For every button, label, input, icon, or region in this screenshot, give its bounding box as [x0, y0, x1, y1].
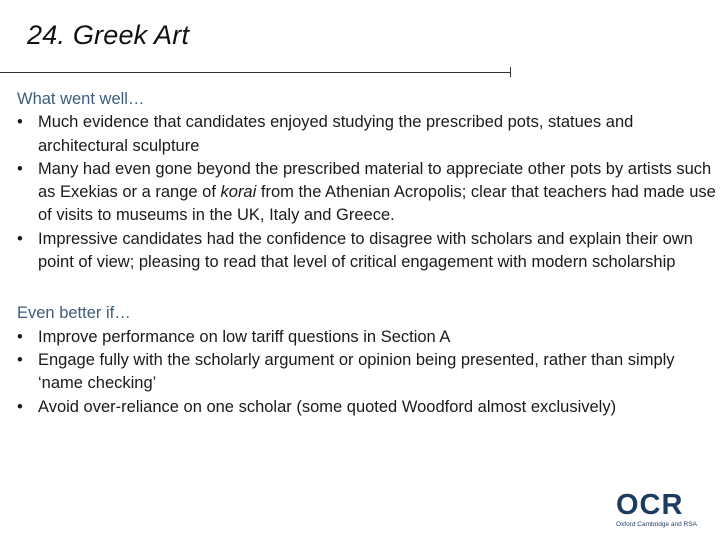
list-item [17, 396, 717, 419]
slide-title: 24. Greek Art [27, 20, 190, 50]
bullet-icon: • [17, 229, 23, 248]
title-divider-end [510, 67, 511, 77]
list-item [17, 349, 717, 396]
bullet-icon: • [17, 350, 23, 369]
list-item-text: from the Athenian Acropolis; clear that teachers had made use of visits to museums in the UK, Italy and Greece. [38, 183, 716, 225]
bullet-icon: • [17, 159, 23, 178]
even-better-if-list [17, 326, 717, 419]
list-item-text: Impressive candidates had the confidence to disagree with scholars and explain their own point of view; pleasing to read that level of critical engagement with modern scholarship [38, 229, 693, 272]
bullet-icon: • [17, 113, 23, 132]
list-item-text: Engage fully with the scholarly argument or opinion being presented, rather than simply ‘name checking’ [38, 350, 675, 393]
bullet-icon: • [17, 327, 23, 346]
list-item-text: Improve performance on low tariff questions in Section A [38, 327, 451, 346]
list-item-text: Many had even gone beyond the prescribed material to appreciate other pots by artists such as Exekias or a range of [38, 159, 712, 202]
section-spacer [17, 274, 717, 302]
what-went-well-list [17, 111, 717, 274]
list-item-text: Avoid over-reliance on one scholar (some quoted Woodford almost exclusively) [38, 397, 617, 416]
list-item [17, 326, 717, 349]
list-item-emphasis: korai [220, 183, 257, 202]
title-divider [0, 72, 511, 73]
list-item [17, 228, 717, 275]
ocr-logo-mark: OCR [616, 489, 684, 521]
even-better-if-heading: Even better if… [17, 304, 131, 323]
what-went-well-heading: What went well… [17, 90, 145, 108]
list-item [17, 111, 717, 158]
ocr-logo-tagline: Oxford Cambridge and RSA [616, 521, 697, 528]
bullet-icon: • [17, 397, 23, 416]
list-item [17, 158, 717, 228]
slide-body [17, 88, 717, 419]
list-item-text: Much evidence that candidates enjoyed studying the prescribed pots, statues and architectural sculpture [38, 113, 634, 155]
ocr-logo [616, 491, 704, 529]
